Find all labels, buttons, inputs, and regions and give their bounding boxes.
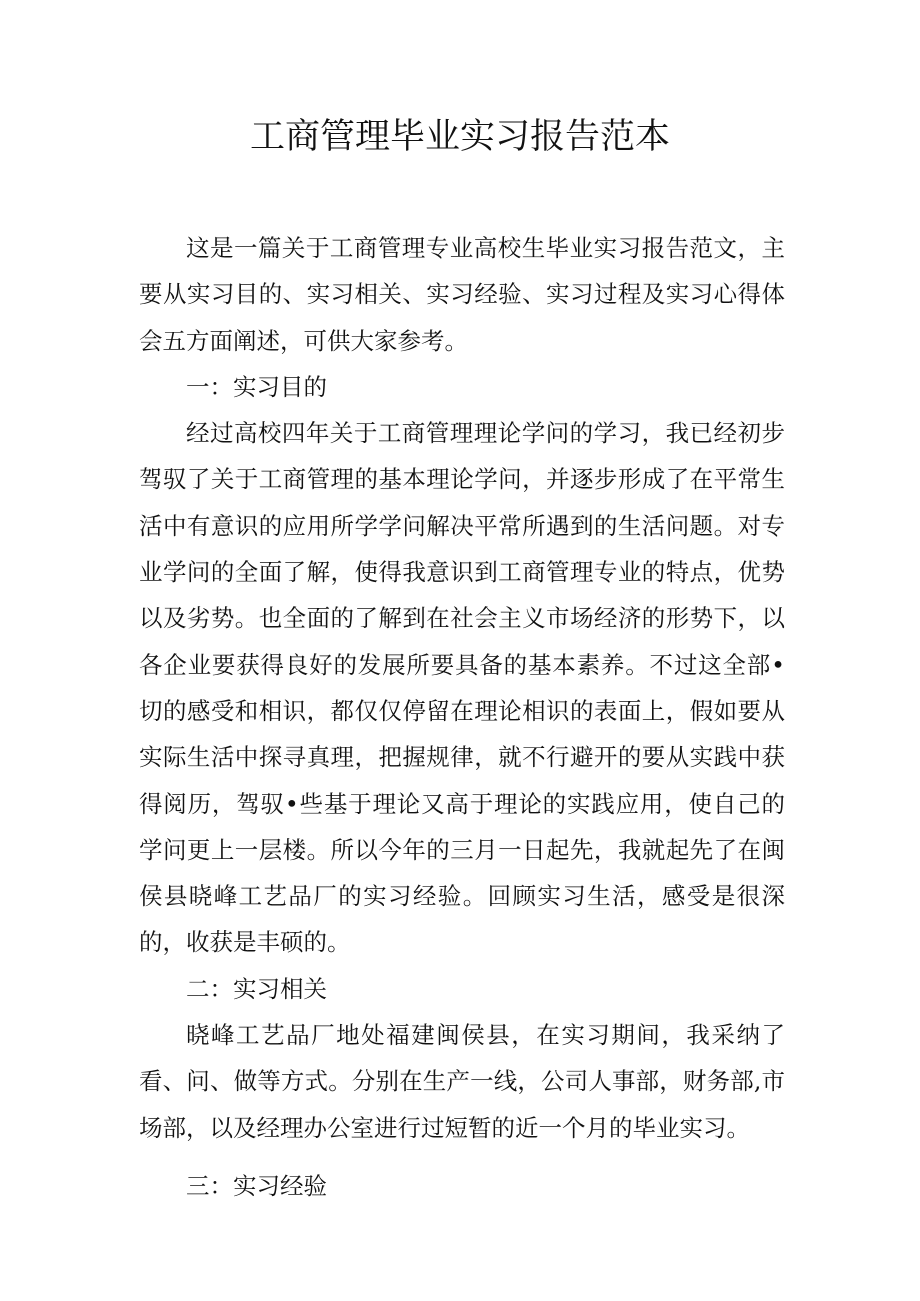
section-heading-experience: 三：实习经验	[186, 1171, 327, 1200]
document-title: 工商管理毕业实习报告范本	[249, 117, 670, 157]
section-heading-purpose: 一：实习目的	[186, 372, 327, 401]
related-paragraph: 晓峰工艺品厂地处福建闽侯县，在实习期间，我采纳了看、问、做等方式。分别在生产一线，公司人事部，财务部,市场部，以及经理办公室进行过短暂的近一个月的毕业实习。	[139, 1021, 785, 1142]
section-heading-related: 二：实习相关	[186, 974, 327, 1003]
intro-paragraph: 这是一篇关于工商管理专业高校生毕业实习报告范文，主要从实习目的、实习相关、实习经验、实习过程及实习心得体会五方面阐述，可供大家参考。	[139, 234, 785, 355]
document-body	[139, 225, 785, 1209]
purpose-paragraph: 经过高校四年关于工商管理理论学问的学习，我已经初步驾驭了关于工商管理的基本理论学问，并逐步形成了在平常生活中有意识的应用所学学问解决平常所遇到的生活问题。对专业学问的全面了解，使得我意识到工商管理专业的特点，优势以及劣势。也全面的了解到在社会主义市场经济的形势下，以各企业要获得良好的发展所要具备的基本素养。不过这全部•切的感受和相识，都仅仅停留在理论相识的表面上，假如要从实际生活中探寻真理，把握规律，就不行避开的要从实践中获得阅历，驾驭•些基于理论又高于理论的实践应用，使自己的学问更上一层楼。所以今年的三月一日起先，我就起先了在闽侯县晓峰工艺品厂的实习经验。回顾实习生活，感受是很深的，收获是丰硕的。	[139, 419, 785, 957]
